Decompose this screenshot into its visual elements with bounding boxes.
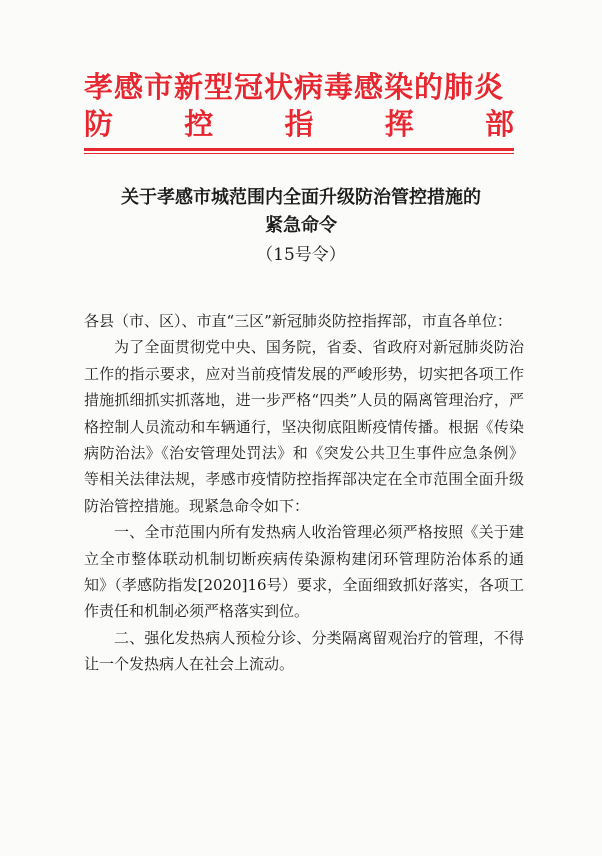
- document-number: （15号令）: [256, 245, 346, 265]
- title-line2: 紧急命令: [265, 215, 337, 236]
- paragraph-1: 为了全面贯彻党中央、国务院，省委、省政府对新冠肺炎防治工作的指示要求，应对当前疫情发展的严峻形势，切实把各项工作措施抓细抓实抓落地，进一步严格“四类”人员的隔离管理治疗，严格控制人员流动和车辆通行，坚决彻底阻断疫情传播。根据《传染病防治法》《治安管理处罚法》和《突发公共卫生事件应急条例》等相关法律法规，孝感市疫情防控指挥部决定在全市范围全面升级防治管控措施。现紧急命令如下：: [84, 338, 524, 515]
- red-divider-thick: [84, 148, 514, 151]
- letterhead-char: 部: [484, 107, 514, 141]
- letterhead-char: 指: [284, 107, 314, 141]
- document-title: [0, 184, 602, 240]
- paragraph-3: 二、强化发热病人预检分诊、分类隔离留观治疗的管理，不得让一个发热病人在社会上流动。: [84, 628, 524, 674]
- letterhead-line2: [84, 106, 514, 142]
- letterhead-char: 防: [84, 107, 114, 141]
- title-line1: 关于孝感市城范围内全面升级防治管控措施的: [121, 187, 481, 208]
- letterhead-line1: 孝感市新型冠状病毒感染的肺炎: [84, 70, 505, 104]
- paragraph-2: 一、全市范围内所有发热病人收治管理必须严格按照《关于建立全市整体联动机制切断疾病传染源构建闭环管理防治体系的通知》（孝感防指发[2020]16号）要求，全面细致抓好落实，各项工作责任和机制必须严格落实到位。: [84, 523, 524, 621]
- letterhead-char: 挥: [384, 107, 414, 141]
- document-body: [84, 308, 524, 678]
- letterhead-char: 控: [184, 107, 214, 141]
- red-divider-thin: [84, 153, 514, 154]
- addressee: 各县（市、区）、市直“三区”新冠肺炎防控指挥部，市直各单位：: [84, 312, 512, 330]
